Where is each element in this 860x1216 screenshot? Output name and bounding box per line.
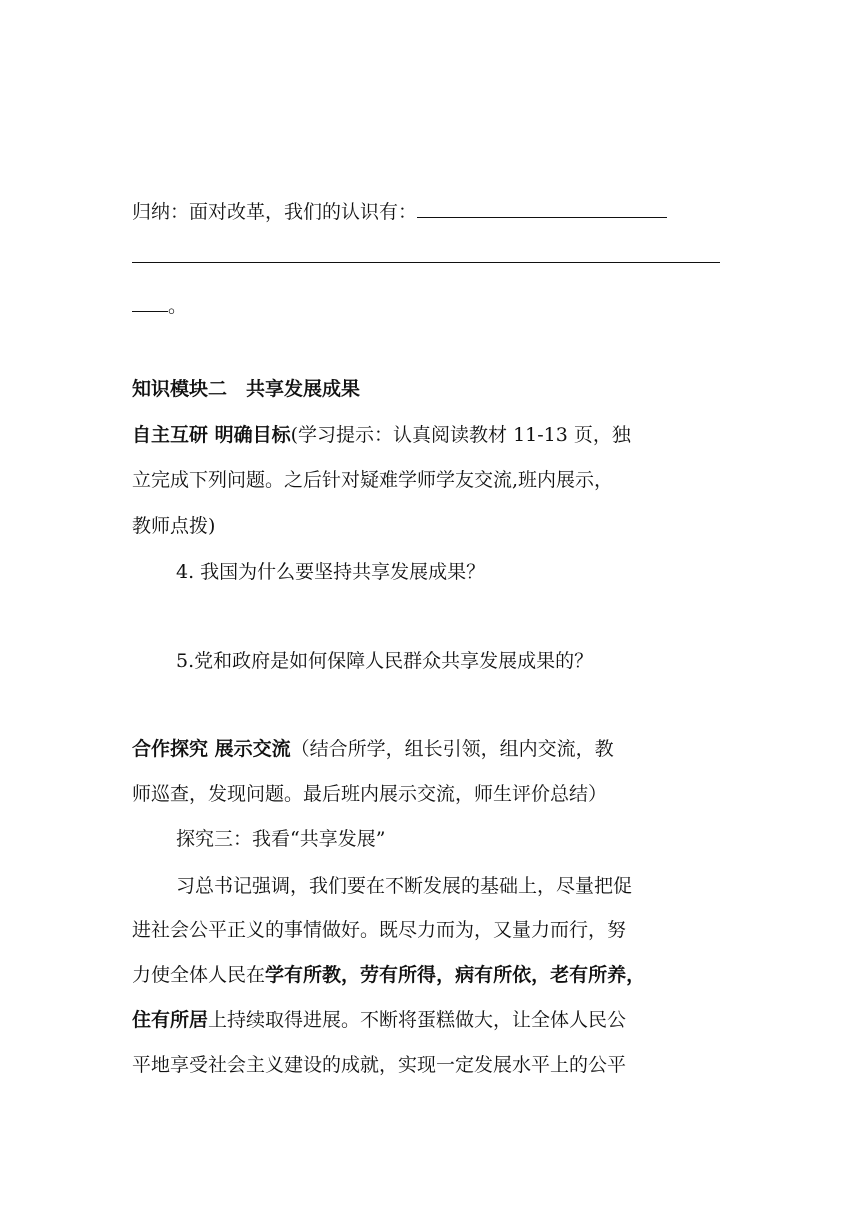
- coop-hint-1: （结合所学，组长引领，组内交流，教: [290, 738, 614, 760]
- emphasis-text: 老有所养: [550, 964, 627, 986]
- coop-hint-2: 师巡查，发现问题。最后班内展示交流，师生评价总结）: [132, 783, 608, 805]
- emphasis-text: 学有所教: [265, 964, 342, 986]
- module-title: 知识模块二 共享发展成果: [132, 378, 361, 400]
- separator: ，: [341, 964, 361, 986]
- self-study-line-1: [132, 422, 631, 448]
- self-study-hint-3: 教师点拨): [132, 515, 216, 537]
- separator: ，: [436, 964, 456, 986]
- passage-line-3: [132, 962, 645, 988]
- answer-blank-tail[interactable]: [132, 291, 168, 312]
- passage-line-4: [132, 1007, 626, 1033]
- separator: ，: [531, 964, 551, 986]
- self-study-hint-1: (学习提示：认真阅读教材 11-13 页，独: [290, 424, 631, 446]
- explore-three-title: 探究三：我看“共享发展”: [176, 828, 386, 850]
- answer-blank[interactable]: [417, 197, 667, 218]
- answer-blank-line[interactable]: [132, 262, 720, 263]
- summary-end-mark: 。: [168, 295, 188, 317]
- self-study-hint-2: 立完成下列问题。之后针对疑难学师学友交流,班内展示，: [132, 469, 614, 491]
- passage-line-1: 习总书记强调，我们要在不断发展的基础上，尽量把促: [176, 875, 633, 897]
- summary-prompt: 归纳：面对改革，我们的认识有：: [132, 201, 418, 223]
- question-5: 5.党和政府是如何保障人民群众共享发展成果的？: [176, 650, 594, 672]
- passage-line-2: 进社会公平正义的事情做好。既尽力而为，又量力而行，努: [132, 919, 627, 941]
- question-4: 4. 我国为什么要坚持共享发展成果？: [176, 561, 486, 583]
- summary-end-line: [132, 291, 187, 319]
- passage-text: 力使全体人民在: [132, 964, 266, 986]
- emphasis-text: 病有所依: [455, 964, 532, 986]
- passage-line-5: 平地享受社会主义建设的成就，实现一定发展水平上的公平: [132, 1054, 627, 1076]
- summary-line: [132, 197, 667, 225]
- emphasis-text: 住有所居: [132, 1009, 209, 1031]
- passage-text: 上持续取得进展。不断将蛋糕做大，让全体人民公: [208, 1009, 627, 1031]
- separator: ，: [626, 964, 646, 986]
- self-study-label: 自主互研 明确目标: [132, 424, 291, 446]
- coop-label: 合作探究 展示交流: [132, 738, 291, 760]
- coop-line-1: [132, 736, 614, 762]
- emphasis-text: 劳有所得: [360, 964, 437, 986]
